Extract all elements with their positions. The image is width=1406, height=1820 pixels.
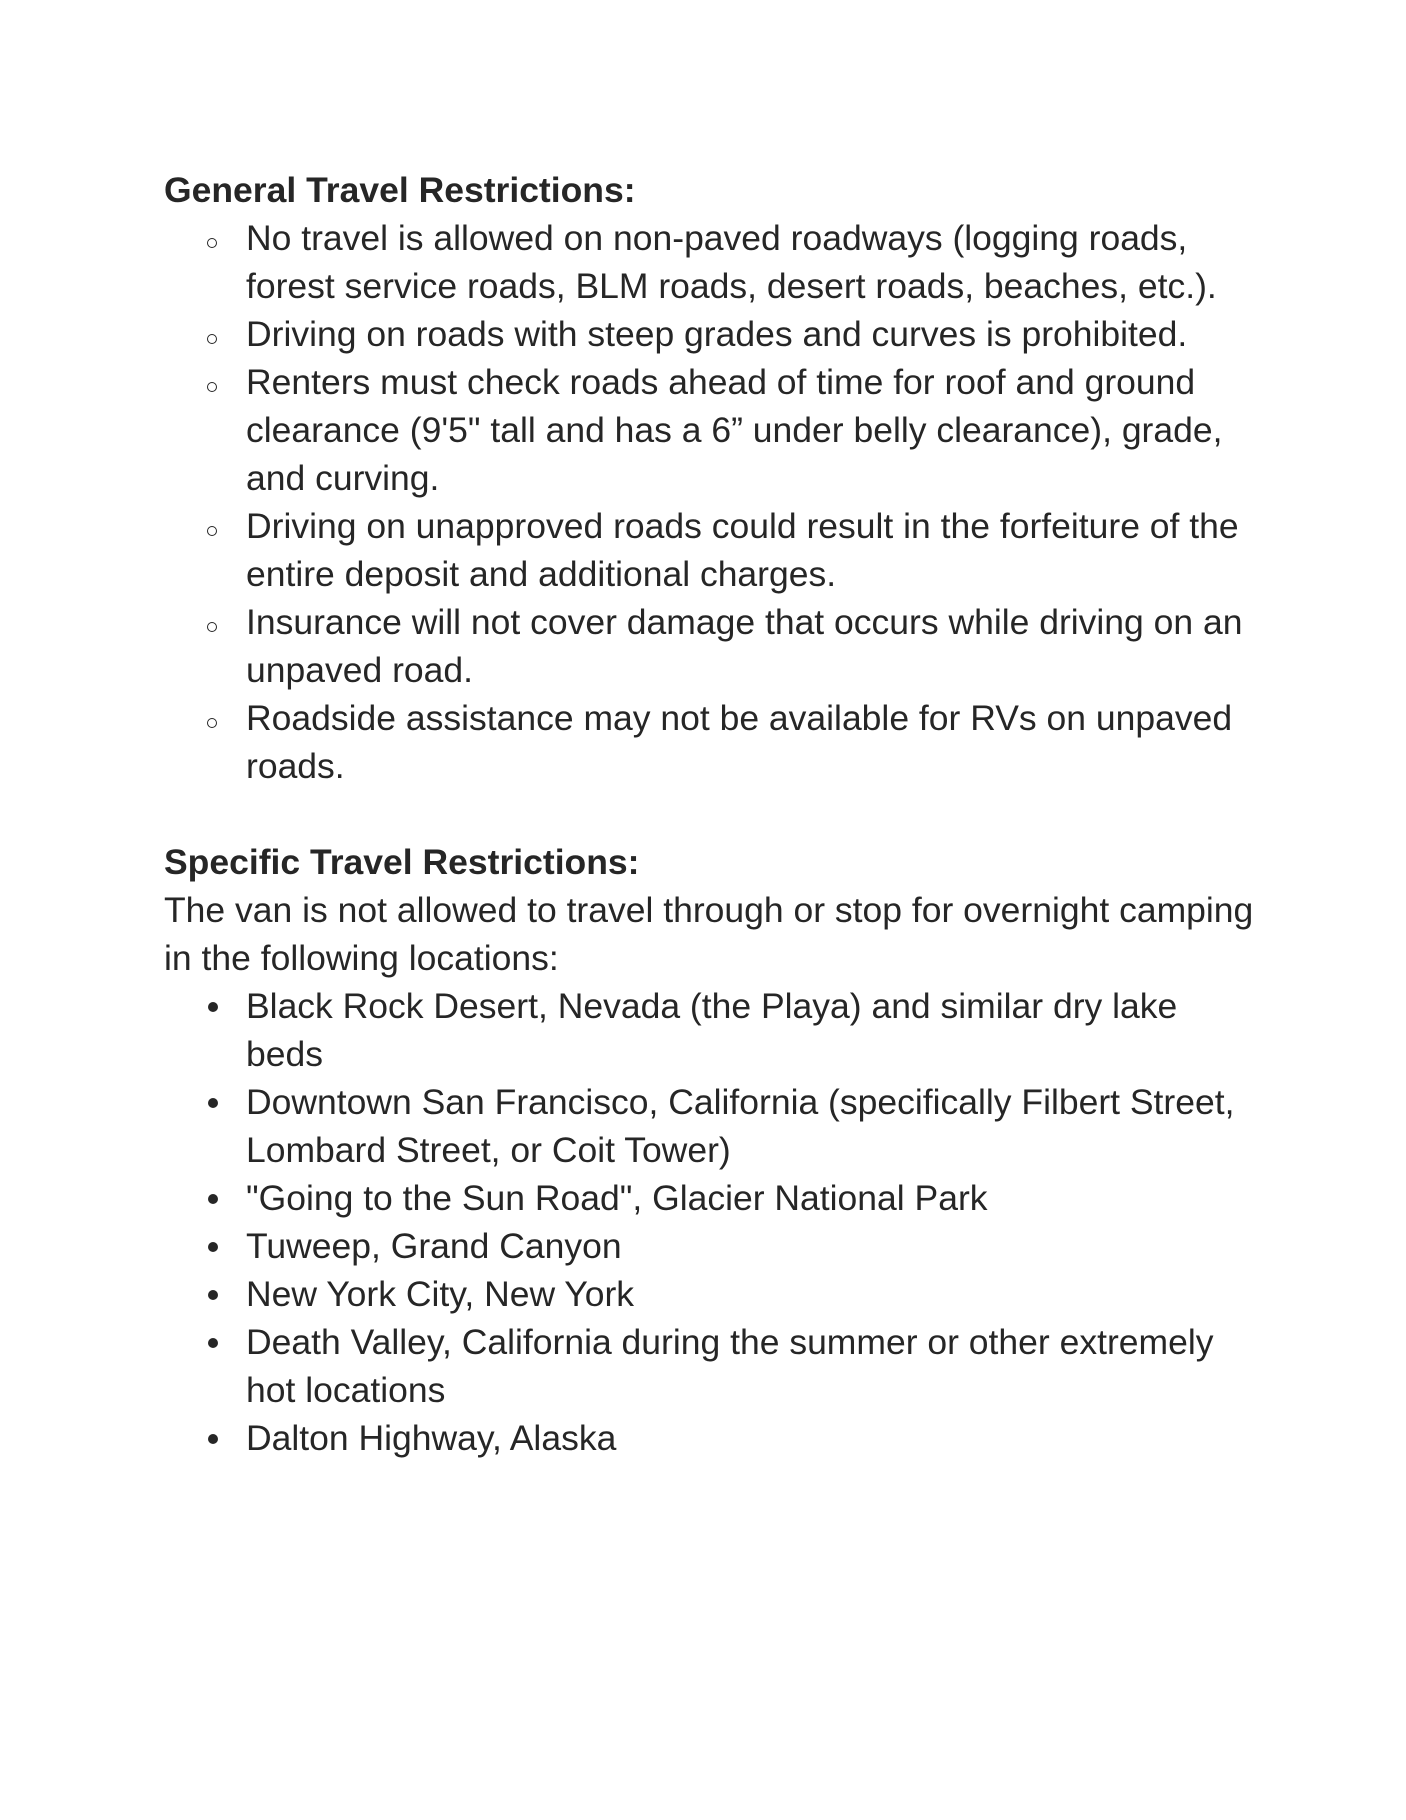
disc-bullet-icon (164, 1174, 246, 1222)
circle-bullet-icon (164, 694, 246, 742)
list-item (164, 1078, 1246, 1174)
circle-bullet-icon (164, 214, 246, 262)
list-item-text: Downtown San Francisco, California (specifically Filbert Street, Lombard Street, or Coit Tower) (246, 1082, 1235, 1170)
list-item (164, 1270, 1246, 1318)
list-item (164, 982, 1246, 1078)
list-item-text: Dalton Highway, Alaska (246, 1418, 617, 1458)
list-item-text: Death Valley, California during the summer or other extremely hot locations (246, 1322, 1214, 1410)
list-item-text: Insurance will not cover damage that occurs while driving on an unpaved road. (246, 602, 1243, 690)
list-item (164, 1174, 1246, 1222)
list-item (164, 1414, 1246, 1462)
list-item-text: Driving on roads with steep grades and curves is prohibited. (246, 314, 1188, 354)
disc-bullet-icon (164, 1222, 246, 1270)
list-item (164, 310, 1246, 358)
disc-bullet-icon (164, 1078, 246, 1126)
circle-bullet-icon (164, 358, 246, 406)
list-item (164, 358, 1246, 502)
specific-restrictions-heading: Specific Travel Restrictions: (164, 842, 640, 882)
disc-bullet-icon (164, 982, 246, 1030)
list-item-text: New York City, New York (246, 1274, 635, 1314)
general-restrictions-heading: General Travel Restrictions: (164, 170, 636, 210)
list-item-text: "Going to the Sun Road", Glacier National Park (246, 1178, 988, 1218)
list-item (164, 598, 1246, 694)
list-item-text: Renters must check roads ahead of time for roof and ground clearance (9'5" tall and has a 6” under belly clearance), grade, and curving. (246, 362, 1223, 498)
specific-restrictions-intro: The van is not allowed to travel through or stop for overnight camping in the following locations: (164, 890, 1254, 978)
disc-bullet-icon (164, 1270, 246, 1318)
disc-bullet-icon (164, 1318, 246, 1366)
list-item (164, 1318, 1246, 1414)
specific-restrictions-list (164, 982, 1264, 1462)
list-item (164, 1222, 1246, 1270)
document-page (164, 166, 1264, 1462)
list-item (164, 502, 1246, 598)
list-item-text: Black Rock Desert, Nevada (the Playa) and similar dry lake beds (246, 986, 1178, 1074)
list-item-text: Roadside assistance may not be available for RVs on unpaved roads. (246, 698, 1233, 786)
list-item (164, 694, 1246, 790)
circle-bullet-icon (164, 502, 246, 550)
list-item-text: Tuweep, Grand Canyon (246, 1226, 622, 1266)
list-item-text: No travel is allowed on non-paved roadways (logging roads, forest service roads, BLM roads, desert roads, beaches, etc.). (246, 218, 1217, 306)
list-item (164, 214, 1246, 310)
circle-bullet-icon (164, 310, 246, 358)
disc-bullet-icon (164, 1414, 246, 1462)
circle-bullet-icon (164, 598, 246, 646)
list-item-text: Driving on unapproved roads could result in the forfeiture of the entire deposit and additional charges. (246, 506, 1239, 594)
section-spacer (164, 790, 1264, 838)
general-restrictions-list (164, 214, 1264, 790)
